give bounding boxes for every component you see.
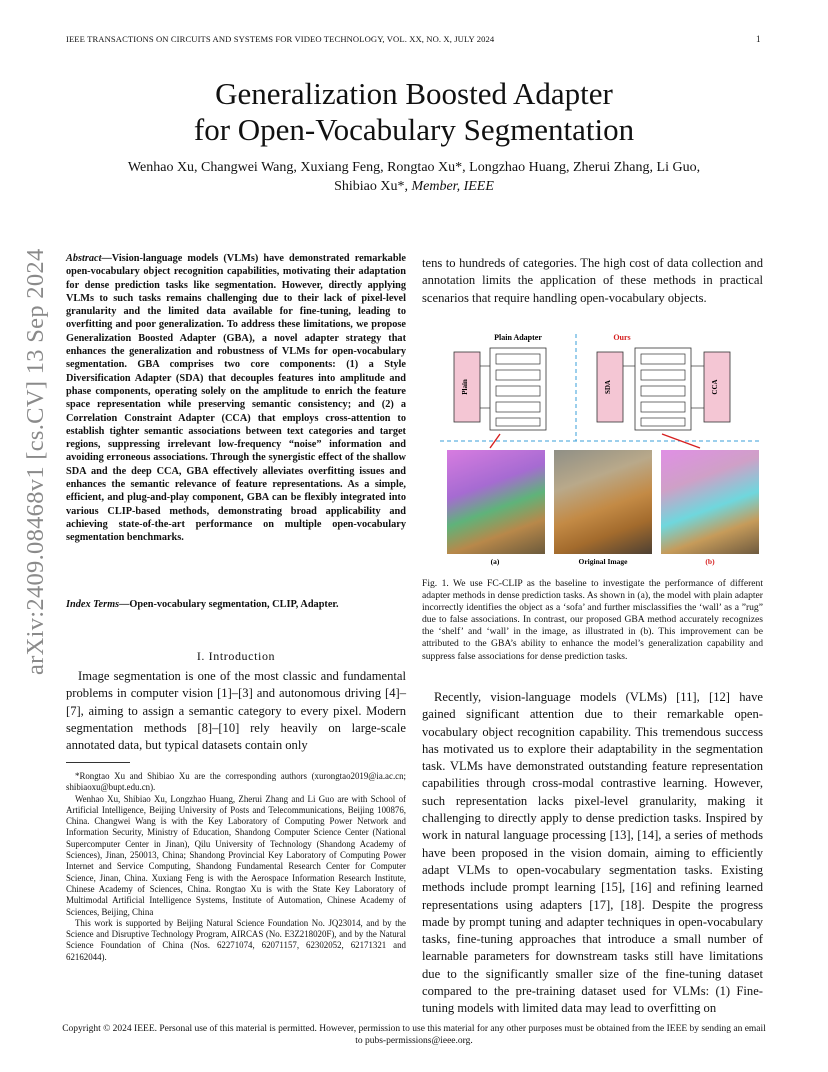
abstract xyxy=(66,252,406,545)
label-sda-box: SDA xyxy=(604,379,612,395)
author-role: Member, IEEE xyxy=(411,179,494,194)
label-original-image: Original Image xyxy=(578,557,628,566)
label-b: (b) xyxy=(705,557,715,566)
abstract-text: —Vision-language models (VLMs) have demonstrated remarkable open-vocabulary object recognition capabilities, motivating their adaptation for dense prediction tasks like segmentation. However, directly applying VLMs to such tasks remains challenging due to their lack of pixel-level granularity and the limited data available for fine-tuning, leading to overfitting and poor generalization. To address these limitations, we propose Generalization Boosted Adapter (GBA), a novel adapter strategy that enhances the generalization and robustness of VLMs for open-vocabulary segmentation. GBA comprises two core components: (1) a Style Diversification Adapter (SDA) that decouples features into amplitude and phase components, operating solely on the amplitude to enrich the feature space representation while preserving semantic consistency; and (2) a Correlation Constraint Adapter (CCA) that employs cross-attention to establish tighter semantic associations between text categories and target regions, suppressing irrelevant low-frequency “noise” information and avoiding erroneous associations. Through the synergistic effect of the shallow SDA and the deep CCA, GBA effectively alleviates overfitting issues and enhances the semantic relevance of feature representations. As a simple, efficient, and plug-and-play component, GBA can be flexibly integrated into various CLIP-based methods, demonstrating broad applicability and achieving state-of-the-art performance on multiple open-vocabulary segmentation benchmarks. xyxy=(66,253,406,544)
index-terms xyxy=(66,599,406,610)
footnote-corresponding: *Rongtao Xu and Shibiao Xu are the corresponding authors (xurongtao2019@ia.ac.cn; shibiaoxu@bupt.edu.cn). xyxy=(66,771,406,793)
footnote-divider xyxy=(66,762,130,763)
author-list xyxy=(60,158,768,196)
footnotes xyxy=(66,771,406,963)
introduction-text xyxy=(66,668,406,754)
segmentation-result-ours xyxy=(661,450,759,554)
index-terms-label: Index Terms xyxy=(66,599,120,610)
author-name: Shibiao Xu*, xyxy=(334,179,412,194)
intro-paragraph: Image segmentation is one of the most classic and fundamental problems in computer vision [1]–[3] and autonomous driving [4]–[7], aiming to assign a semantic category to every pixel. Modern segmentation methods [8]–[10] rely heavily on large-scale annotated data, but typical datasets contain only xyxy=(66,669,406,753)
original-image xyxy=(554,450,652,554)
paper-title xyxy=(60,76,768,148)
copyright-notice: Copyright © 2024 IEEE. Personal use of this material is permitted. However, permission to use this material for any other purposes must be obtained from the IEEE by sending an email to pubs-permissions@ieee.org. xyxy=(62,1024,766,1046)
figure-1-caption: Fig. 1. We use FC-CLIP as the baseline to investigate the performance of different adapter methods in dense prediction tasks. As shown in (a), the model with plain adapter incorrectly identifies the object as a ‘sofa’ and further misclassifies the ‘wall’ as a ”rug” due to false associations. In contrast, our proposed GBA method accurately recognizes the ‘shelf’ and ‘wall’ in the image, as illustrated in (b). This improvement can be attributed to the GBA’s ability to enhance the model’s generalization capability and suppress false associations for dense prediction tasks. xyxy=(422,578,763,662)
index-terms-text: —Open-vocabulary segmentation, CLIP, Adapter. xyxy=(119,599,339,610)
label-plain-box: Plain xyxy=(461,379,469,395)
label-ours: Ours xyxy=(613,333,631,342)
footnote-funding: This work is supported by Beijing Natural Science Foundation No. JQ23014, and by the Science and Disruptive Technology Program, AIRCAS (No. E3Z218020F), and by the Natural Science Foundation of China (Nos. 62271074, 62071157, 62302052, 62171321 and 62162044). xyxy=(66,917,406,962)
right-column-continuation: tens to hundreds of categories. The high cost of data collection and annotation limits the application of these methods in practical scenarios that require handling open-vocabulary objects. xyxy=(422,256,763,305)
arxiv-stamp[interactable]: arXiv:2409.08468v1 [cs.CV] 13 Sep 2024 xyxy=(22,248,49,675)
label-plain-adapter: Plain Adapter xyxy=(494,333,542,342)
footnote-affiliations: Wenhao Xu, Shibiao Xu, Longzhao Huang, Zherui Zhang and Li Guo are with School of Artificial Intelligence, Beijing University of Posts and Telecommunications, Beijing 100876, China. Changwei Wang is with the Key Laboratory of Computing Power Network and Information Security, Ministry of Education, Shandong Computer Science Center (National Supercomputer Center in Jinan), Qilu University of Technology (Shandong Academy of Sciences), Jinan, 250013, China; Shandong Provincial Key Laboratory of Computing Power Internet and Service Computing, Shandong Fundamental Research Center for Computer Science, Jinan, China. Xuxiang Feng is with the Aerospace Information Research Institute, Chinese Academy of Sciences, China. Rongtao Xu is with the State Key Laboratory of Multimodal Artificial Intelligence Systems, Institute of Automation, Chinese Academy of Sciences, Beijing, China xyxy=(66,793,406,917)
segmentation-result-plain xyxy=(447,450,545,554)
authors-line-1: Wenhao Xu, Changwei Wang, Xuxiang Feng, Rongtao Xu*, Longzhao Huang, Zherui Zhang, Li Guo, xyxy=(127,160,701,175)
running-head: IEEE TRANSACTIONS ON CIRCUITS AND SYSTEMS FOR VIDEO TECHNOLOGY, VOL. XX, NO. X, JULY 2024 xyxy=(66,34,495,44)
authors-line-2 xyxy=(60,177,768,196)
label-cca-box: CCA xyxy=(711,379,719,395)
section-heading: I. Introduction xyxy=(196,649,276,663)
title-line-1: Generalization Boosted Adapter xyxy=(215,76,613,111)
label-a: (a) xyxy=(490,557,500,566)
title-line-2: for Open-Vocabulary Segmentation xyxy=(193,112,635,147)
figure-1 xyxy=(440,330,760,570)
page-number: 1 xyxy=(756,34,761,44)
abstract-label: Abstract xyxy=(66,253,102,264)
right-column-paragraph: Recently, vision-language models (VLMs) [11], [12] have gained significant attention due to their remarkable open-vocabulary object recognition capability. This tremendous success has motivated us to explore their adaptability in the segmentation task. VLMs have demonstrated outstanding feature representation capabilities through cross-modal contrastive learning. However, such representation lacks pixel-level granularity, making it challenging to directly apply to dense prediction tasks. Inspired by work in natural language processing [13], [14], a series of methods have been proposed in the vision domain, aiming to efficiently adapt VLMs to open-vocabulary segmentation tasks. Existing methods include prompt learning [15], [16] and refining learned representations using adapters [17], [18]. Despite the progress made by prompt tuning and adapter techniques in open-vocabulary tasks, fine-tuning approaches that introduce a small number of learnable parameters for downstream tasks still have limitations due to the significantly smaller size of the fine-tuning dataset compared to the pre-training dataset used for VLMs: (1) Fine-tuning models with limited data may lead to overfitting on xyxy=(422,690,763,1016)
